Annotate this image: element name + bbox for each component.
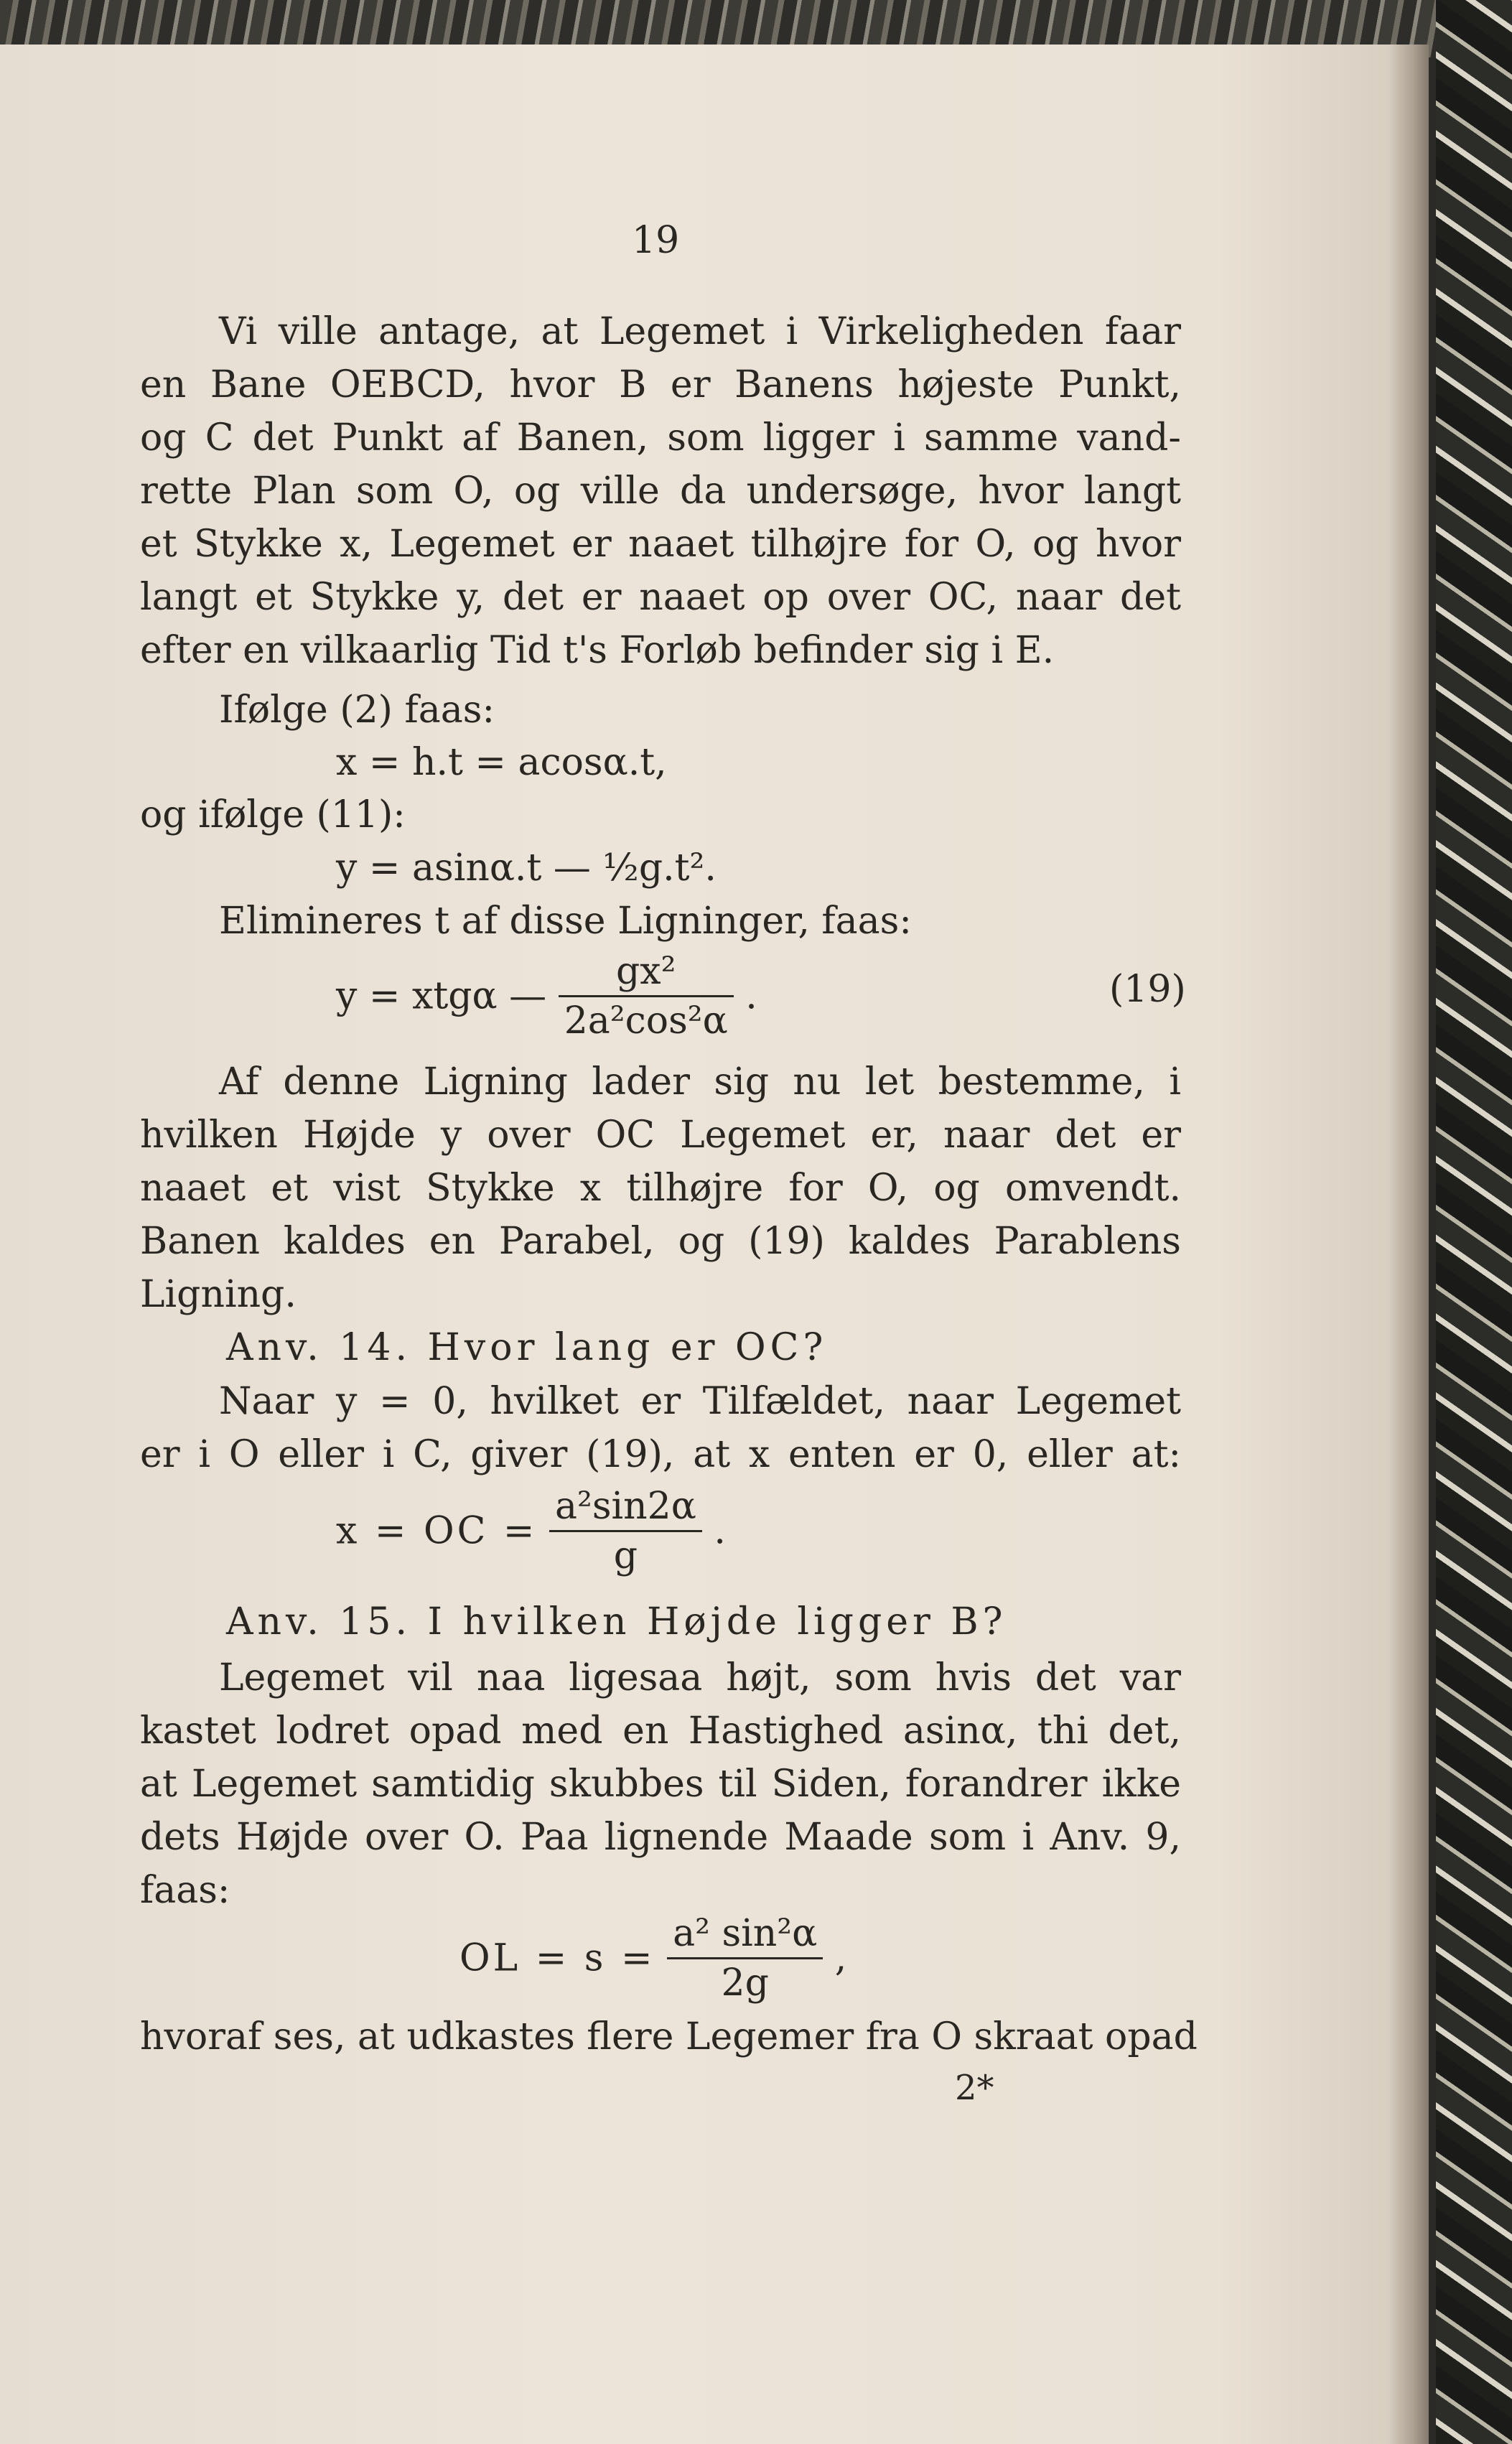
text-line: faas: — [140, 1869, 230, 1912]
text-line: rette Plan som O, og ville da undersøge, hvor langt — [140, 470, 1181, 513]
page-number: 19 — [632, 219, 680, 262]
text-line: et Stykke x, Legemet er naaet tilhøjre for O, og hvor — [140, 523, 1181, 566]
text-line: efter en vilkaarlig Tid t's Forløb befinder sig i E. — [140, 629, 1055, 672]
equation-y: y = asinα.t — ½g.t². — [336, 846, 717, 890]
equation-oc-denominator: g — [613, 1534, 638, 1577]
text-line: og C det Punkt af Banen, som ligger i samme vand- — [140, 416, 1181, 460]
text-elimineres: Elimineres t af disse Ligninger, faas: — [219, 900, 912, 943]
section-anv-15: Anv. 15. I hvilken Højde ligger B? — [226, 1600, 1007, 1643]
text-line: kastet lodret opad med en Hastighed asinα, thi det, — [140, 1710, 1181, 1753]
text-line: at Legemet samtidig skubbes til Siden, forandrer ikke — [140, 1763, 1181, 1806]
equation-19-lhs: y = xtgα — — [336, 974, 547, 1018]
section-anv-14: Anv. 14. Hvor lang er OC? — [226, 1326, 828, 1369]
equation-oc-lhs: x = OC = — [336, 1509, 538, 1553]
equation-19-denominator: 2a²cos²α — [564, 999, 728, 1043]
text-line: Ligning. — [140, 1273, 297, 1316]
text-line: naaet et vist Stykke x tilhøjre for O, og omvendt. — [140, 1167, 1181, 1210]
equation-ol-denominator: 2g — [721, 1962, 769, 2005]
text-line: Vi ville antage, at Legemet i Virkeligheden faar — [219, 310, 1181, 353]
equation-ol-fraction — [667, 1910, 823, 2007]
text-line: hvoraf ses, at udkastes flere Legemer fra O skraat opad — [140, 2015, 1198, 2058]
text-line: er i O eller i C, giver (19), at x enten er 0, eller at: — [140, 1433, 1181, 1476]
equation-19-fraction — [559, 948, 734, 1045]
equation-x: x = h.t = acosα.t, — [336, 741, 667, 784]
page-gutter-shadow — [1389, 45, 1429, 2444]
signature-mark: 2* — [955, 2068, 994, 2108]
text-line: hvilken Højde y over OC Legemet er, naar det er — [140, 1114, 1181, 1157]
equation-ol-tail: , — [834, 1936, 847, 1980]
equation-oc-fraction — [549, 1483, 702, 1580]
equation-oc — [336, 1483, 726, 1580]
equation-oc-numerator: a²sin2α — [549, 1483, 702, 1532]
text-line: Af denne Ligning lader sig nu let bestemme, i — [219, 1060, 1181, 1104]
paragraph-2 — [140, 1055, 1181, 1321]
text-ifolge-2: Ifølge (2) faas: — [219, 689, 495, 732]
equation-ol — [459, 1910, 846, 2007]
text-line: Naar y = 0, hvilket er Tilfældet, naar Legemet — [219, 1380, 1181, 1423]
equation-19-numerator: gx² — [559, 948, 734, 997]
text-line: en Bane OEBCD, hvor B er Banens højeste Punkt, — [140, 363, 1181, 406]
text-line: langt et Stykke y, det er naaet op over OC, naar det — [140, 576, 1181, 619]
equation-19-tail: . — [745, 974, 757, 1018]
text-ifolge-11: og ifølge (11): — [140, 793, 406, 836]
equation-oc-tail: . — [714, 1509, 726, 1553]
equation-ol-lhs: OL = s = — [459, 1936, 655, 1980]
marbled-board-edge — [1436, 0, 1512, 2444]
equation-ol-numerator: a² sin²α — [667, 1910, 823, 1959]
text-line: Banen kaldes en Parabel, og (19) kaldes Parablens — [140, 1220, 1181, 1263]
paragraph-3 — [140, 1375, 1181, 1481]
text-line: dets Højde over O. Paa lignende Maade som i Anv. 9, — [140, 1816, 1181, 1859]
paragraph-1 — [140, 305, 1181, 677]
equation-19 — [336, 948, 757, 1045]
paragraph-4 — [140, 1651, 1181, 1917]
equation-19-label: (19) — [1109, 968, 1186, 1011]
paragraph-5 — [140, 2010, 1198, 2063]
text-line: Legemet vil naa ligesaa højt, som hvis det var — [219, 1656, 1181, 1699]
